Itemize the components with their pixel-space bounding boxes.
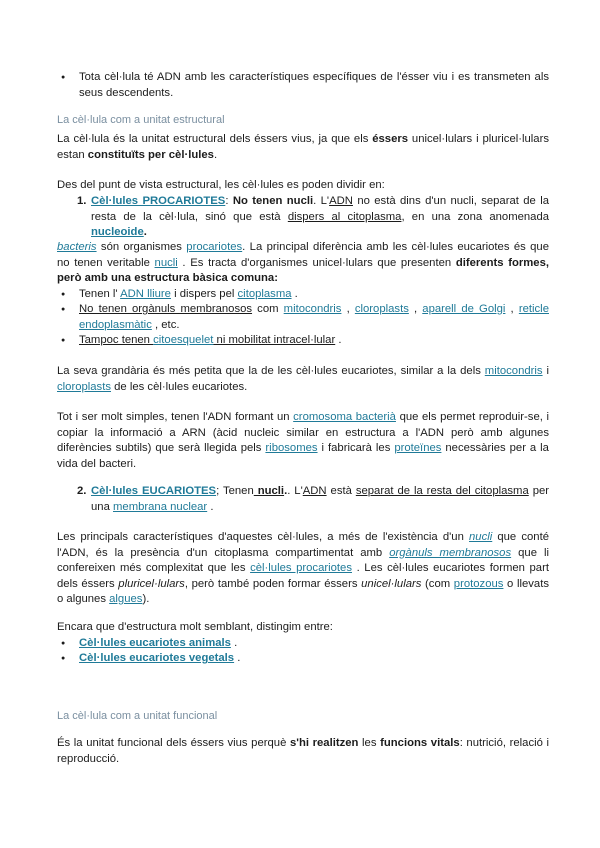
link-citoesquelet[interactable]: citoesquelet <box>153 334 214 346</box>
paragraph-eucariotes: Les principals característiques d'aquestes cèl·lules, a més de l'existència d'un nucli que conté l'ADN, és la presència d'un citoplasma compartimentat amb orgànuls membranosos que li confereixen més complexitat que les cèl·lules procariotes . Les cèl·lules eucariotes formen part dels éssers pluricel·lulars, però també poden formar éssers unicel·lulars (com protozous o llevats o algunes algues). <box>57 531 549 605</box>
link-eucariotes-vegetals[interactable]: Cèl·lules eucariotes vegetals <box>79 652 235 664</box>
list-item-eucariotes: 2. Cèl·lules EUCARIOTES; Tenen nucli.. L'ADN està separat de la resta del citoplasma per una membrana nuclear . <box>77 485 550 513</box>
link-cromosoma-bacteria[interactable]: cromosoma bacterià <box>293 411 396 423</box>
link-reticle-endoplasmatic[interactable]: reticle endoplasmàtic <box>79 303 549 331</box>
link-adn-2[interactable]: ADN <box>302 485 327 497</box>
link-nucli[interactable]: nucli <box>154 256 178 269</box>
link-mitocondris[interactable]: mitocondris <box>283 303 342 315</box>
link-proteines[interactable]: proteïnes <box>394 442 442 454</box>
paragraph-distingim: Encara que d'estructura molt semblant, distingim entre: ● Cèl·lules eucariotes animals . ● Cèl·lules eucariotes vegetals . <box>57 620 549 667</box>
link-adn[interactable]: ADN <box>329 195 353 207</box>
link-aparell-golgi[interactable]: aparell de Golgi <box>422 303 506 315</box>
heading-functional: La cèl·lula com a unitat funcional <box>57 710 218 722</box>
link-mitocondris-2[interactable]: mitocondris <box>484 365 543 377</box>
link-ribosomes[interactable]: ribosomes <box>265 442 318 454</box>
procariota-bullet-1: ● Tenen l' ADN lliure i dispers pel citoplasma . <box>57 287 549 303</box>
link-cloroplasts-2[interactable]: cloroplasts <box>57 380 111 393</box>
eukaryote-bullet-vegetals: ● Cèl·lules eucariotes vegetals . <box>57 651 549 667</box>
heading-structural: La cèl·lula com a unitat estructural <box>57 114 225 126</box>
link-separat-citoplasma[interactable]: separat de la resta del citoplasma <box>355 485 529 497</box>
link-cellules-procariotes[interactable]: cèl·lules procariotes <box>250 562 352 574</box>
procariota-bullet-3: ● Tampoc tenen citoesquelet ni mobilitat intracel·lular . <box>57 333 549 349</box>
paragraph-structural-unit: La cèl·lula és la unitat estructural dels éssers vius, ja que els éssers unicel·lulars i pluricel·lulars estan constituïts per cèl·lules. <box>57 133 549 161</box>
paragraph-structural-division: Des del punt de vista estructural, les cèl·lules es poden dividir en: <box>57 179 385 191</box>
intro-section <box>57 70 549 101</box>
link-procariotes-2[interactable]: procariotes <box>186 241 243 253</box>
link-eucariotes-animals[interactable]: Cèl·lules eucariotes animals <box>79 636 231 649</box>
paragraph-functional-unit: És la unitat funcional dels éssers vius perquè s'hi realitzen les funcions vitals: nutrició, relació i reproducció. <box>57 737 549 765</box>
link-nucleoide[interactable]: nucleoide <box>91 226 144 238</box>
paragraph-size: La seva grandària és més petita que la de les cèl·lules eucariotes, similar a la dels mitocondris i cloroplasts de les cèl·lules eucariotes. <box>57 365 550 393</box>
link-procariotes[interactable]: Cèl·lules PROCARIOTES <box>91 195 226 207</box>
list-item-procariotes: 1. Cèl·lules PROCARIOTES: No tenen nucli. L'ADN no està dins d'un nucli, separat de la resta de la cèl·lula, sinó que està dispers al citoplasma, en una zona anomenada nucleoide. <box>77 195 550 238</box>
link-adn-lliure[interactable]: ADN lliure <box>120 287 171 300</box>
intro-bullet: ● Tota cèl·lula té ADN amb les característiques específiques de l'ésser viu i es transmeten als seus descendents. <box>57 70 549 101</box>
paragraph-bacteris: bacteris són organismes procariotes. La principal diferència amb les cèl·lules eucariotes és que no tenen veritable nucli . Es tracta d'organismes unicel·lulars que presenten diferents formes, però amb una estructura bàsica comuna: ● Tenen l' ADN lliure i dispers pel citoplasma . ● No tenen orgànuls membranosos com mitocondris , cloroplasts , aparell de Golgi , reticle endoplasmàtic , etc. ● Tampoc tenen citoesquelet ni mobilitat intracel·lular . <box>57 240 549 349</box>
list-procariotes <box>57 194 549 241</box>
link-citoplasma[interactable]: citoplasma <box>237 287 292 300</box>
link-bacteris[interactable]: bacteris <box>57 241 97 253</box>
list-eucariotes <box>57 484 549 515</box>
link-protozous[interactable]: protozous <box>453 577 504 590</box>
link-dispers-citoplasma[interactable]: dispers al citoplasma <box>287 210 402 223</box>
link-cloroplasts[interactable]: cloroplasts <box>354 303 409 315</box>
link-membrana-nuclear[interactable]: membrana nuclear <box>113 500 208 513</box>
link-nucli-3[interactable]: nucli <box>469 531 493 543</box>
eukaryote-bullet-animals: ● Cèl·lules eucariotes animals . <box>57 636 549 652</box>
link-nucli-2[interactable]: nucli <box>253 485 285 497</box>
link-algues[interactable]: algues <box>109 593 143 605</box>
link-organuls-membranosos[interactable]: orgànuls membranosos <box>389 546 512 559</box>
paragraph-adn-bacteri: Tot i ser molt simples, tenen l'ADN formant un cromosoma bacterià que els permet reproduir-se, i copiar la informació a ARN (àcid nucleic similar en estructura a l'ADN però amb algunes diferències subtils) que serà llegida pels ribosomes i fabricarà les proteïnes necessàries per a la vida del bacteri. <box>57 411 549 470</box>
link-eucariotes[interactable]: Cèl·lules EUCARIOTES <box>91 485 217 497</box>
procariota-bullet-2: ● No tenen orgànuls membranosos com mitocondris , cloroplasts , aparell de Golgi , reticle endoplasmàtic , etc. <box>57 302 549 333</box>
